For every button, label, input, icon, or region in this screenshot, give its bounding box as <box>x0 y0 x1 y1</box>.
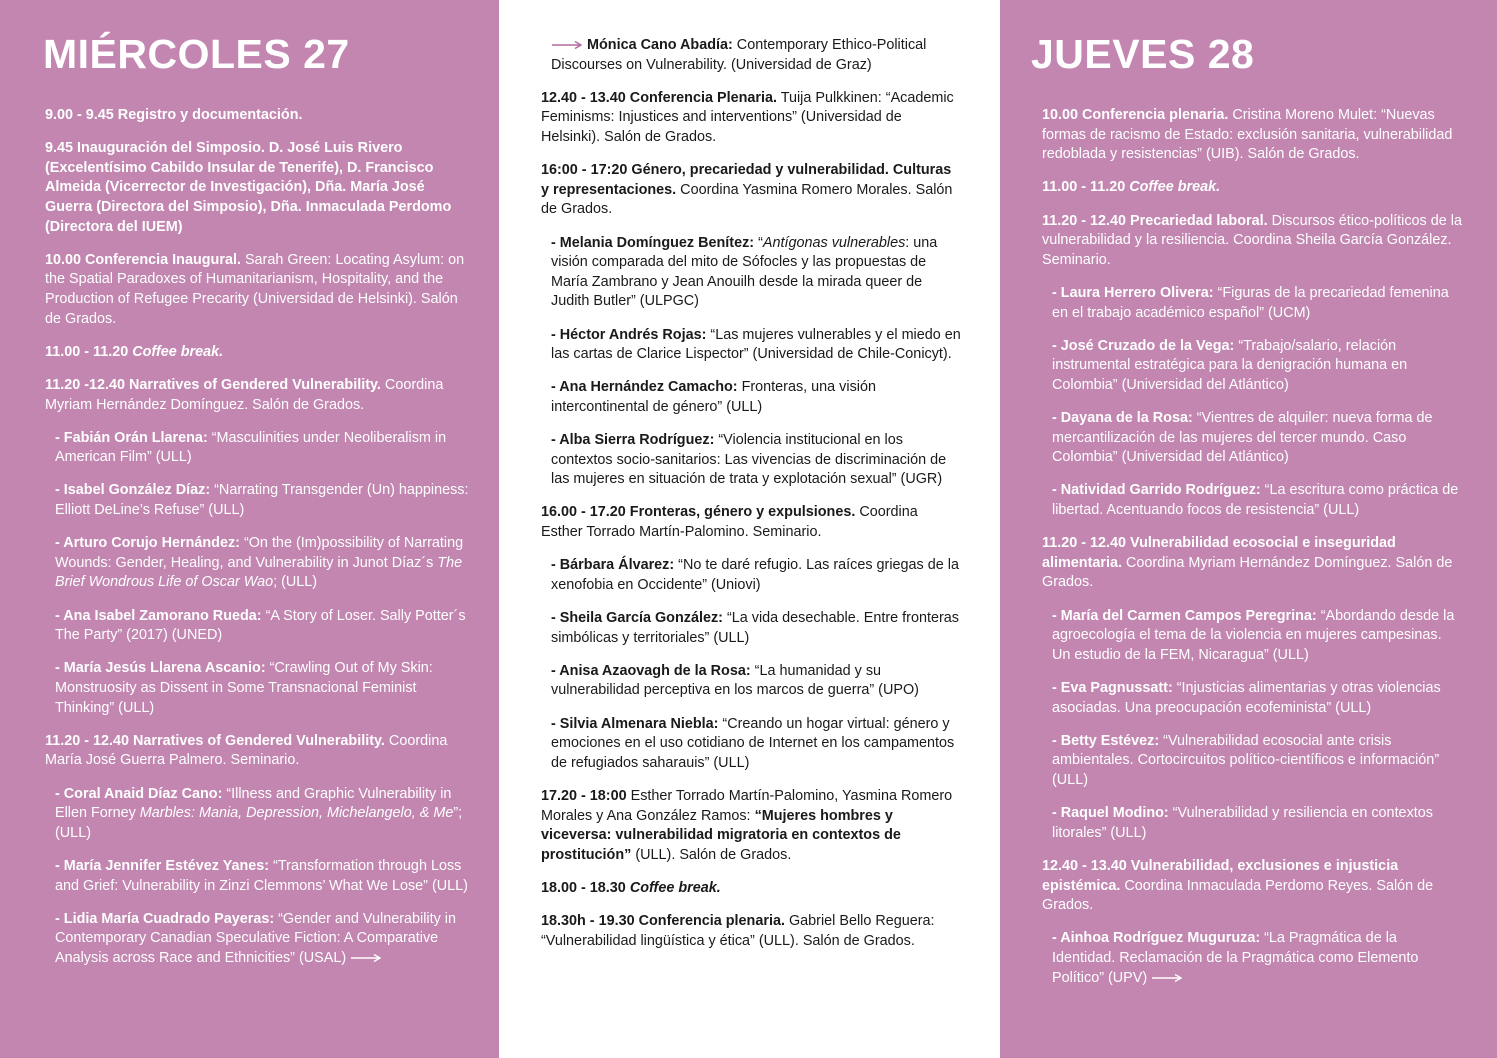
schedule-entry <box>45 343 475 363</box>
schedule-entry <box>541 161 961 220</box>
speaker-name: - Fabián Orán Llarena: <box>55 429 208 446</box>
presentation-entry <box>55 785 475 844</box>
entry-text: “On the (Im)possibility of Narrating Wounds: Gender, Healing, and Vulnerability in Junot Díaz´s <box>55 535 464 571</box>
speaker-name: - José Cruzado de la Vega: <box>1052 337 1235 354</box>
presentation-entry <box>55 534 475 593</box>
entry-text: Coordina Myriam Hernández Domínguez. Salón de Grados. <box>1042 554 1453 591</box>
session-heading: 16:00 - 17:20 Género, precariedad y vulnerabilidad. Culturas y representaciones. <box>541 162 952 198</box>
session-heading: 10.00 Conferencia plenaria. <box>1042 107 1229 123</box>
session-heading: 11.20 - 12.40 Precariedad laboral. <box>1042 212 1268 229</box>
arrow-right-icon <box>1151 973 1183 983</box>
session-heading: 11.20 - 12.40 Narratives of Gendered Vulnerability. <box>45 732 385 749</box>
entry-text-end: ; (ULL) <box>273 574 318 591</box>
speaker-name: - María Jennifer Estévez Yanes: <box>55 857 270 874</box>
entry-text: “Vulnerabilidad y resiliencia en contextos litorales” (ULL) <box>1052 805 1433 841</box>
entry-text: “Trabajo/salario, relación instrumental estratégica para la denigración humana en Colombia” (Universidad del Atlántico) <box>1052 337 1408 393</box>
entry-text: Fronteras, una visión intercontinental de género” (ULL) <box>551 379 876 415</box>
entry-text: “Crawling Out of My Skin: Monstruosity as Dissent in Some Transnacional Feminist Thinking” (ULL) <box>55 660 433 716</box>
schedule-entry <box>1042 106 1462 165</box>
entry-text: “Transformation through Loss and Grief: Vulnerability in Zinzi Clemmons’ What We Lose” (ULL) <box>55 857 468 894</box>
entry-text-end: : una visión comparada del mito de Sófocles y las propuestas de María Zambrano y Jean Anouilh desde la mirada queer de Judith Butler” (ULPGC) <box>551 234 938 310</box>
session-heading: 18.30h - 19.30 Conferencia plenaria. <box>541 913 785 930</box>
entry-text-end: (ULL). Salón de Grados. <box>631 846 792 863</box>
speaker-name: - Alba Sierra Rodríguez: <box>551 432 715 449</box>
entry-text: Cristina Moreno Mulet: “Nuevas formas de racismo de Estado: exclusión sanitaria, vulnerabilidad redoblada y resistencias” (UIB). Salón de Grados. <box>1042 107 1453 163</box>
speaker-name: - Dayana de la Rosa: <box>1052 410 1193 427</box>
schedule-entry <box>541 879 961 899</box>
session-heading: 11.00 - 11.20 <box>1042 179 1130 196</box>
schedule-entry <box>1042 857 1462 916</box>
speaker-name: - Sheila García González: <box>551 610 723 626</box>
wednesday-afternoon-schedule <box>541 36 961 965</box>
presentation-entry <box>1052 607 1462 666</box>
schedule-entry <box>1042 212 1462 271</box>
speaker-name: - Raquel Modino: <box>1052 805 1169 822</box>
presentation-entry <box>1052 284 1462 323</box>
speaker-name: - Natividad Garrido Rodríguez: <box>1052 482 1261 499</box>
entry-text: “La escritura como práctica de libertad. Acentuando focos de resistencia” (ULL) <box>1052 482 1459 519</box>
entry-text: “No te daré refugio. Las raíces griegas de la xenofobia en Occidente” (Uniovi) <box>551 557 959 593</box>
presentation-entry <box>55 481 475 520</box>
session-heading: 10.00 Conferencia Inaugural. <box>45 251 241 268</box>
entry-text: “Gender and Vulnerability in Contemporary Canadian Speculative Fiction: A Comparative Analysis across Race and Ethnicities” (USAL) <box>55 910 456 966</box>
speaker-name: - Laura Herrero Olivera: <box>1052 284 1214 301</box>
speaker-name: - Coral Anaid Díaz Cano: <box>55 785 223 802</box>
presentation-entry <box>1052 409 1462 468</box>
day-title-wednesday: MIÉRCOLES 27 <box>43 31 350 77</box>
speaker-name: - Silvia Almenara Niebla: <box>551 715 719 732</box>
speaker-name: - Anisa Azaovagh de la Rosa: <box>551 662 751 679</box>
speaker-name: - Betty Estévez: <box>1052 732 1160 749</box>
thursday-panel <box>1000 0 1497 1058</box>
presentation-entry <box>1052 732 1462 791</box>
entry-text: “La humanidad y su vulnerabilidad perceptiva en los marcos de guerra” (UPO) <box>551 662 919 699</box>
presentation-entry <box>55 429 475 468</box>
presentation-entry <box>55 607 475 646</box>
entry-text: “Violencia institucional en los contextos socio-sanitarios: Las vivencias de discriminación de las mujeres en situación de trata y explotación sexual” (UGR) <box>551 432 947 488</box>
coffee-break-label <box>132 344 223 360</box>
presentation-entry <box>551 378 961 417</box>
presentation-entry <box>551 662 961 701</box>
entry-text: “Illness and Graphic Vulnerability in Ellen Forney <box>55 785 452 822</box>
schedule-entry <box>45 106 475 126</box>
coffee-break-text: Coffee break. <box>1129 179 1221 196</box>
presentation-entry <box>1052 337 1462 396</box>
coffee-break-label <box>630 880 721 896</box>
session-heading: 9.00 - 9.45 Registro y documentación. <box>45 107 303 123</box>
presentation-entry <box>55 659 475 718</box>
entry-text: “La Pragmática de la Identidad. Reclamación de la Pragmática como Elemento Político” (UPV) <box>1052 930 1419 986</box>
session-heading: 11.00 - 11.20 <box>45 343 133 360</box>
session-heading: 16.00 - 17.20 Fronteras, género y expulsiones. <box>541 504 856 521</box>
italic-title: The Brief Wondrous Life of Oscar Wao <box>55 554 463 591</box>
presentation-entry <box>551 609 961 648</box>
speaker-name: - María Jesús Llarena Ascanio: <box>55 660 266 677</box>
entry-text: Coordina Yasmina Romero Morales. Salón de Grados. <box>541 181 953 218</box>
speaker-name: - Arturo Corujo Hernández: <box>55 535 240 552</box>
speaker-name: - Eva Pagnussatt: <box>1052 680 1173 696</box>
speaker-name: - María del Carmen Campos Peregrina: <box>1052 607 1317 624</box>
wednesday-schedule <box>45 106 475 982</box>
entry-text: Esther Torrado Martín-Palomino, Yasmina Romero Morales y Ana González Ramos: <box>541 787 953 824</box>
coffee-break-text: Coffee break. <box>132 343 224 360</box>
schedule-entry <box>1042 534 1462 593</box>
italic-title: Marbles: Mania, Depression, Michelangelo, & Me <box>139 805 454 822</box>
thursday-schedule <box>1042 106 1462 1002</box>
speaker-name: - Ana Hernández Camacho: <box>551 379 738 396</box>
schedule-entry <box>45 251 475 329</box>
entry-text: “ <box>754 234 763 251</box>
presentation-entry <box>1052 929 1462 988</box>
schedule-entry <box>45 139 475 237</box>
schedule-entry <box>541 89 961 148</box>
entry-text: “Abordando desde la agroecología el tema de la violencia en mujeres campesinas. Un estudio de la FEM, Nicaragua” (ULL) <box>1052 607 1455 663</box>
entry-text: Gabriel Bello Reguera: “Vulnerabilidad lingüística y ética” (ULL). Salón de Grados. <box>541 913 935 949</box>
presentation-entry <box>55 857 475 896</box>
session-heading: 18.00 - 18.30 <box>541 879 630 896</box>
arrow-right-icon <box>551 40 583 50</box>
presentation-entry <box>551 36 961 75</box>
presentation-entry <box>1052 481 1462 520</box>
entry-text: Tuija Pulkkinen: “Academic Feminisms: Injustices and interventions” (Universidad de Helsinki). Salón de Grados. <box>541 89 954 145</box>
entry-text-end: ”; (ULL) <box>55 805 463 841</box>
speaker-name: - Lidia María Cuadrado Payeras: <box>55 910 275 927</box>
speaker-name: - Bárbara Álvarez: <box>551 557 675 574</box>
entry-text: “A Story of Loser. Sally Potter´s The Party” (2017) (UNED) <box>55 607 466 644</box>
italic-title: Antígonas vulnerables <box>762 234 906 251</box>
wednesday-panel <box>0 0 499 1058</box>
entry-text: “La vida desechable. Entre fronteras simbólicas y territoriales” (ULL) <box>551 610 959 646</box>
session-heading: 11.20 - 12.40 Vulnerabilidad ecosocial e inseguridad alimentaria. <box>1042 535 1396 571</box>
speaker-name: Mónica Cano Abadía: <box>587 37 733 53</box>
session-heading: 17.20 - 18:00 <box>541 787 627 804</box>
entry-text: “Narrating Transgender (Un) happiness: Elliott DeLine’s Refuse” (ULL) <box>55 482 469 519</box>
schedule-entry <box>541 503 961 542</box>
entry-text: Sarah Green: Locating Asylum: on the Spatial Paradoxes of Humanitarianism, Hospitality, and the Production of Refugee Precarity (Universidad de Helsinki). Salón de Grados. <box>45 251 465 327</box>
bold-title: “Mujeres hombres y viceversa: vulnerabilidad migratoria en contextos de prostitución” <box>541 807 901 863</box>
entry-text: Coordina Inmaculada Perdomo Reyes. Salón de Grados. <box>1042 877 1434 914</box>
entry-text: Coordina María José Guerra Palmero. Seminario. <box>45 732 448 769</box>
schedule-entry <box>541 912 961 951</box>
speaker-name: - Ana Isabel Zamorano Rueda: <box>55 607 262 624</box>
schedule-entry <box>45 732 475 771</box>
entry-text: “Creando un hogar virtual: género y emociones en el uso cotidiano de Internet en los campamentos de refugiados saharauis” (ULL) <box>551 715 955 771</box>
presentation-entry <box>551 234 961 312</box>
speaker-name: - Héctor Andrés Rojas: <box>551 326 707 343</box>
coffee-break-text: Coffee break. <box>629 879 721 896</box>
session-heading: 9.45 Inauguración del Simposio. D. José Luis Rivero (Excelentísimo Cabildo Insular de Tenerife), D. Francisco Almeida (Vicerrector de Investigación), Dña. María José Guerra (Directora del Simposio), Dña. Inmaculada Perdomo (Directora del IUEM) <box>45 140 452 235</box>
presentation-entry <box>551 431 961 490</box>
presentation-entry <box>1052 679 1462 718</box>
presentation-entry <box>1052 804 1462 843</box>
presentation-entry <box>55 910 475 969</box>
speaker-name: - Isabel González Díaz: <box>55 482 211 499</box>
schedule-entry <box>541 787 961 865</box>
arrow-right-icon <box>350 953 382 963</box>
presentation-entry <box>551 556 961 595</box>
entry-text: “Figuras de la precariedad femenina en el trabajo académico español” (UCM) <box>1052 284 1449 321</box>
schedule-entry <box>45 376 475 415</box>
entry-text: Discursos ético-políticos de la vulnerabilidad y la resiliencia. Coordina Sheila García González. Seminario. <box>1042 212 1462 268</box>
schedule-entry <box>1042 178 1462 198</box>
entry-text: Coordina Myriam Hernández Domínguez. Salón de Grados. <box>45 376 444 413</box>
entry-text: Contemporary Ethico-Political Discourses on Vulnerability. (Universidad de Graz) <box>551 37 927 73</box>
session-heading: 11.20 -12.40 Narratives of Gendered Vulnerability. <box>45 376 381 393</box>
entry-text: “Las mujeres vulnerables y el miedo en las cartas de Clarice Lispector” (Universidad de Chile-Conicyt). <box>551 326 961 363</box>
presentation-entry <box>551 715 961 774</box>
presentation-entry <box>551 326 961 365</box>
middle-panel <box>499 0 1000 1058</box>
speaker-name: - Melania Domínguez Benítez: <box>551 234 755 251</box>
coffee-break-label <box>1129 179 1220 195</box>
speaker-name: - Ainhoa Rodríguez Muguruza: <box>1052 930 1261 947</box>
day-title-thursday: JUEVES 28 <box>1031 31 1255 77</box>
entry-text: “Vientres de alquiler: nueva forma de mercantilización de las mujeres del tercer mundo. Caso Colombia” (Universidad del Atlántico) <box>1052 410 1433 466</box>
session-heading: 12.40 - 13.40 Conferencia Plenaria. <box>541 89 777 106</box>
entry-text: “Injusticias alimentarias y otras violencias asociadas. Una preocupación ecofeminista” (ULL) <box>1052 680 1441 716</box>
entry-text: “Vulnerabilidad ecosocial ante crisis ambientales. Cortocircuitos político-científicos e información” (ULL) <box>1052 732 1440 788</box>
entry-text: Coordina Esther Torrado Martín-Palomino. Seminario. <box>541 504 918 541</box>
entry-text: “Masculinities under Neoliberalism in American Film” (ULL) <box>55 429 447 466</box>
session-heading: 12.40 - 13.40 Vulnerabilidad, exclusiones e injusticia epistémica. <box>1042 857 1399 894</box>
